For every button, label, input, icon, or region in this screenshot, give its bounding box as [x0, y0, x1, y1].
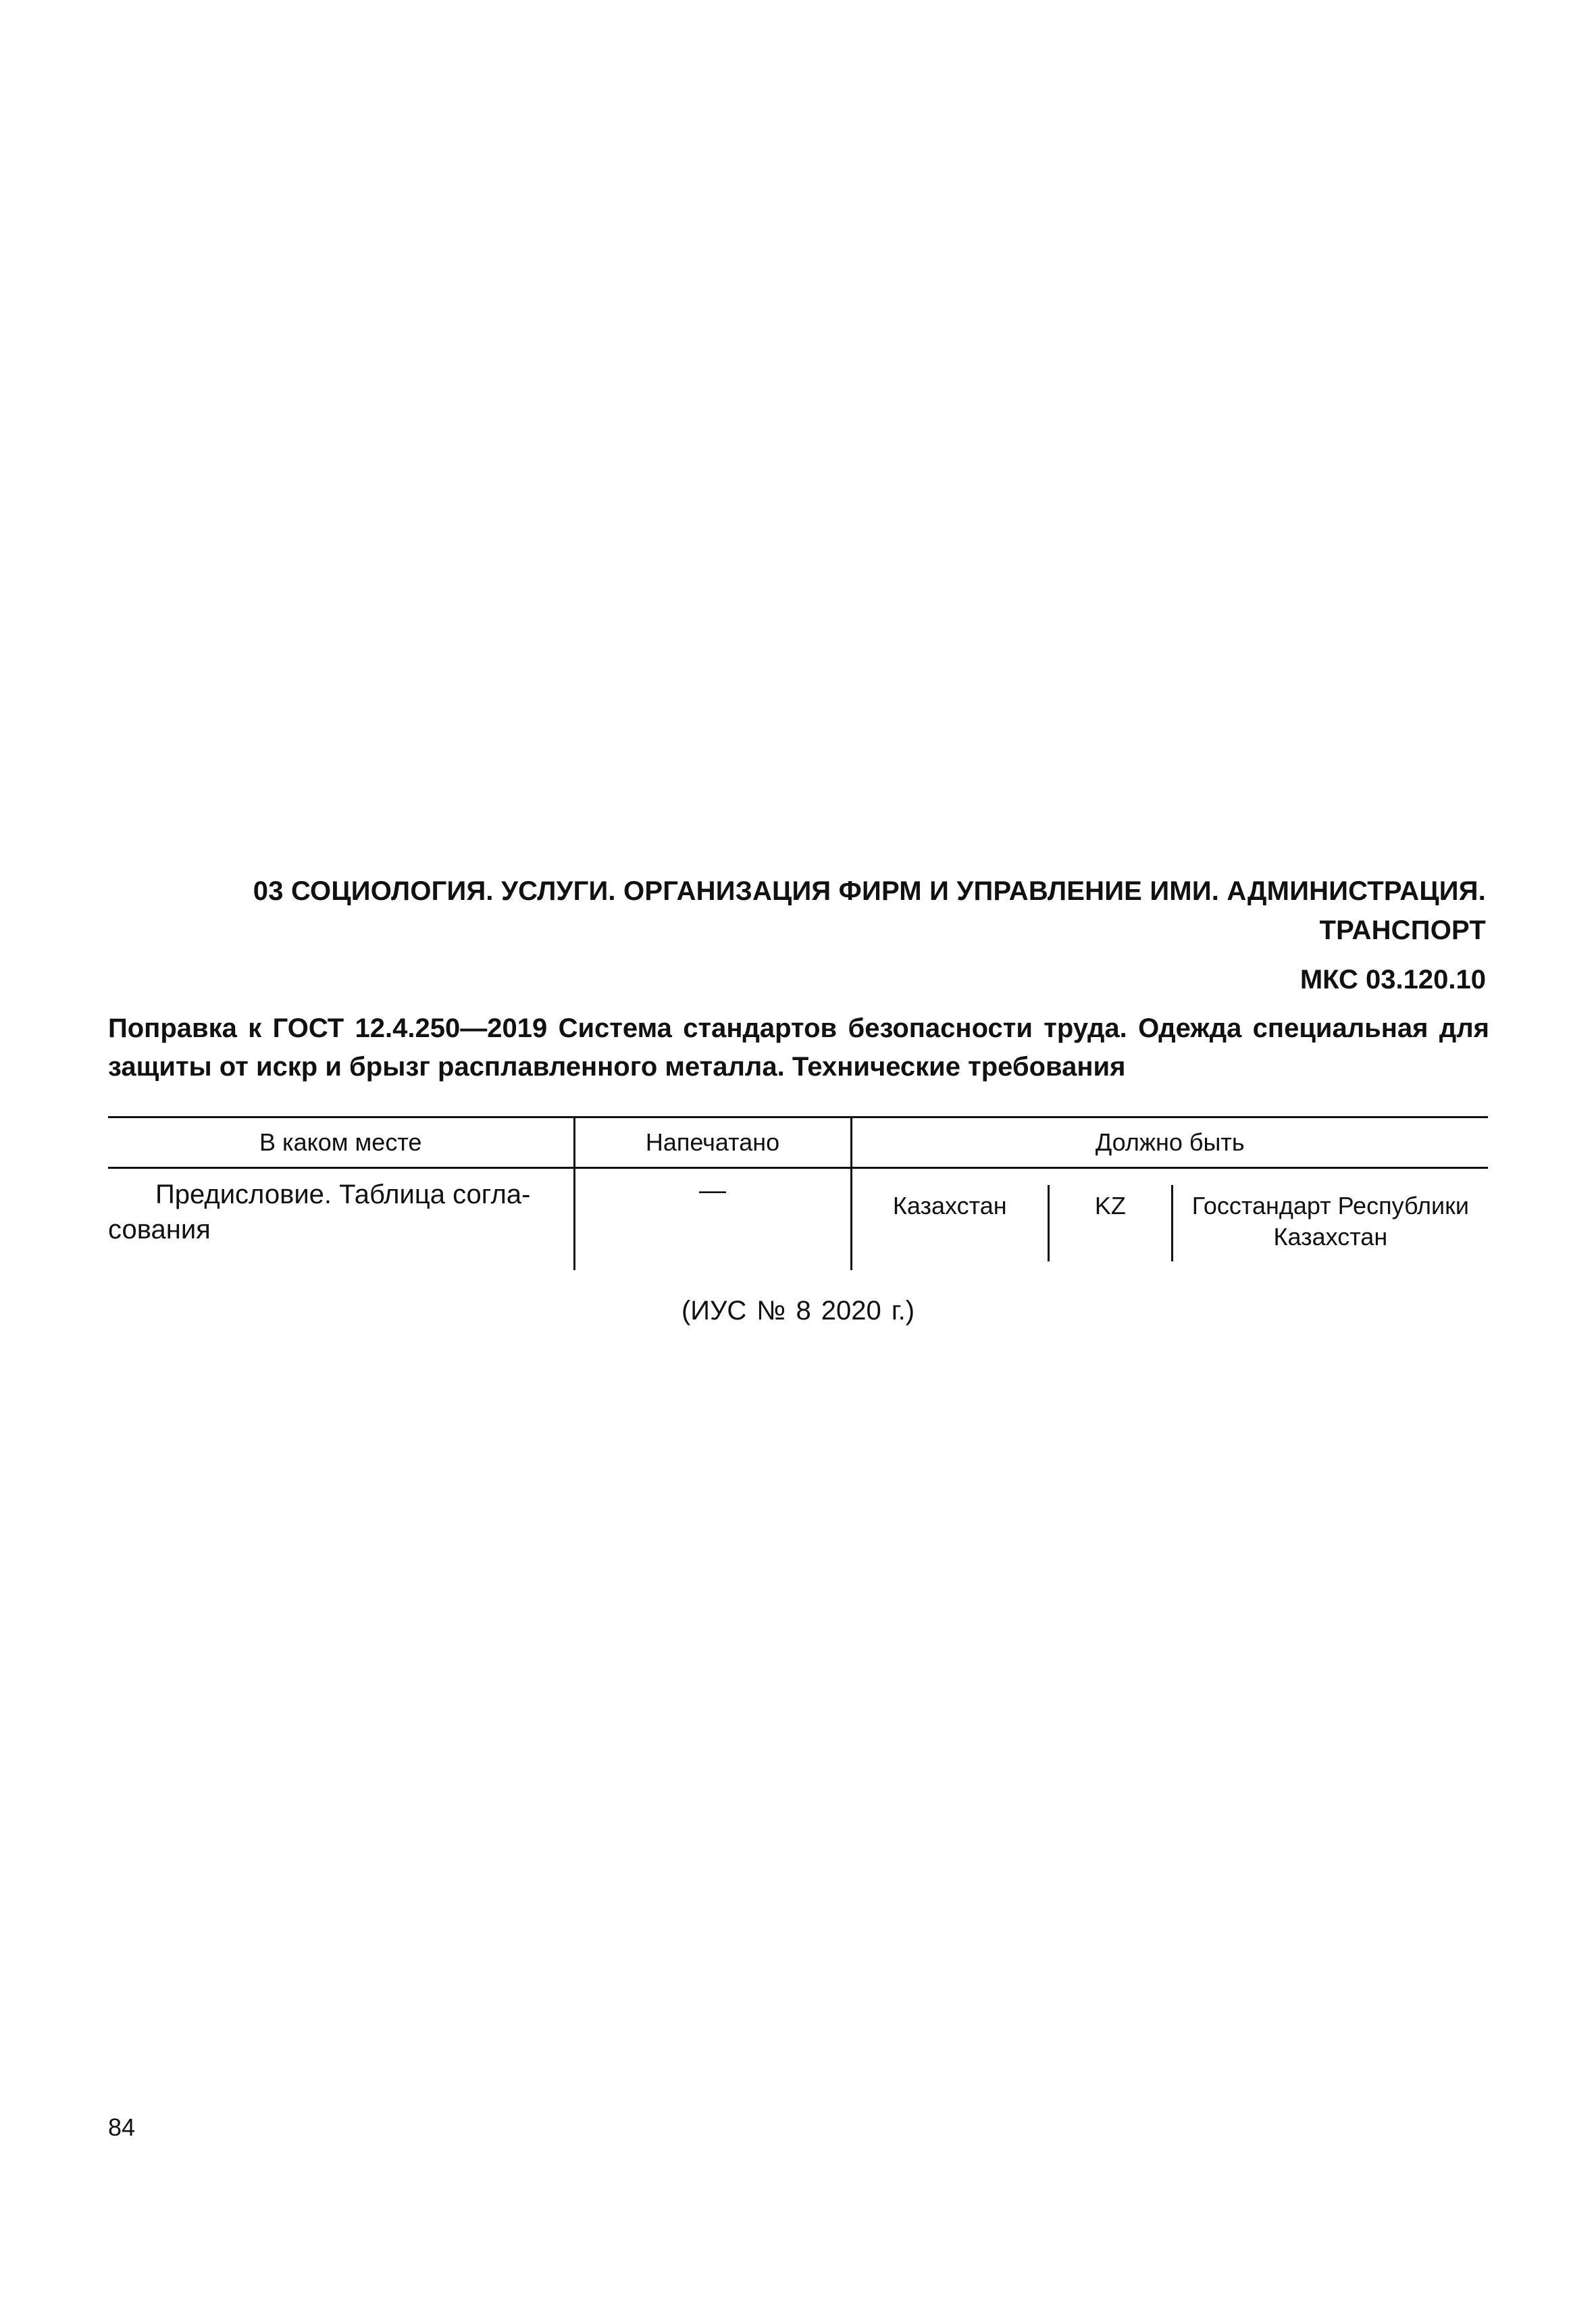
- cell-printed: [574, 1168, 851, 1271]
- page-number: 84: [108, 2113, 136, 2141]
- mks-code: МКС 03.120.10: [1299, 965, 1486, 995]
- header-should-be: Должно быть: [851, 1117, 1488, 1168]
- correction-table: [108, 1116, 1488, 1270]
- table-row: [108, 1168, 1488, 1271]
- cell-place: [108, 1168, 574, 1271]
- correction-table-wrapper: [108, 1116, 1488, 1270]
- should-be-country: Казахстан: [892, 1192, 1007, 1219]
- place-text: Предисловие. Таблица согла-сования: [108, 1180, 531, 1244]
- header-printed: Напечатано: [574, 1117, 851, 1168]
- ius-note: (ИУС № 8 2020 г.): [681, 1296, 915, 1326]
- printed-text: —: [699, 1176, 726, 1205]
- section-heading: [108, 872, 1486, 950]
- amendment-title: Поправка к ГОСТ 12.4.250—2019 Система стандартов безопасности труда. Одежда специальная для защиты от искр и брызг расплавленного металла. Технические требования: [108, 1013, 1489, 1082]
- header-place: В каком месте: [108, 1117, 574, 1168]
- should-be-organization: Госстандарт Республики Казахстан: [1191, 1192, 1469, 1251]
- should-be-code: KZ: [1048, 1185, 1173, 1261]
- should-be-subtable: [852, 1169, 1489, 1261]
- table-header-row: [108, 1117, 1488, 1168]
- section-heading-line-1: 03 СОЦИОЛОГИЯ. УСЛУГИ. ОРГАНИЗАЦИЯ ФИРМ И УПРАВЛЕНИЕ ИМИ. АДМИНИСТРАЦИЯ.: [253, 876, 1486, 906]
- cell-should-be: [851, 1168, 1488, 1271]
- section-heading-line-2: ТРАНСПОРТ: [1319, 915, 1486, 945]
